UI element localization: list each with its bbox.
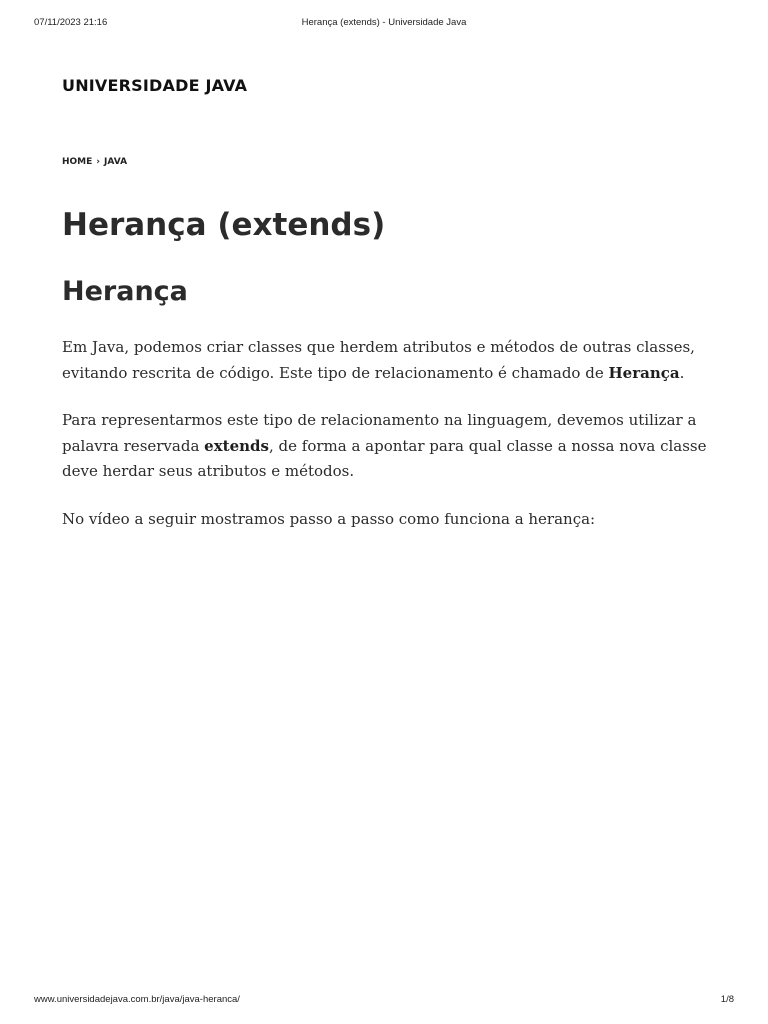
breadcrumb-home-link[interactable]: HOME bbox=[62, 157, 93, 167]
paragraph-video-intro: No vídeo a seguir mostramos passo a passo como funciona a herança: bbox=[62, 510, 596, 528]
breadcrumb bbox=[62, 157, 127, 167]
print-document-title: Herança (extends) - Universidade Java bbox=[301, 17, 467, 28]
print-page-url: www.universidadejava.com.br/java/java-heranca/ bbox=[34, 994, 240, 1005]
print-header bbox=[34, 17, 734, 31]
print-page-number: 1/8 bbox=[720, 994, 734, 1005]
section-heading: Herança bbox=[62, 276, 188, 307]
breadcrumb-separator: › bbox=[96, 157, 101, 167]
page-title: Herança (extends) bbox=[62, 207, 386, 243]
breadcrumb-java-link[interactable]: JAVA bbox=[104, 157, 128, 167]
print-datetime: 07/11/2023 21:16 bbox=[34, 17, 108, 28]
bold-term-heranca: Herança bbox=[608, 363, 680, 382]
site-title-link[interactable]: UNIVERSIDADE JAVA bbox=[62, 76, 248, 95]
paragraph-extends bbox=[62, 408, 722, 485]
paragraph-text: , de forma a apontar para qual classe a nossa nova classe deve herdar seus atributos e métodos. bbox=[62, 436, 707, 480]
paragraph-heranca-intro bbox=[62, 335, 722, 386]
paragraph-text: . bbox=[679, 363, 685, 382]
paragraph-text: Em Java, podemos criar classes que herdem atributos e métodos de outras classes, evitando rescrita de código. Este tipo de relacionamento é chamado de bbox=[62, 338, 695, 382]
bold-term-extends: extends bbox=[204, 436, 269, 455]
print-footer bbox=[34, 994, 734, 1008]
paragraph-text: Para representarmos este tipo de relacionamento na linguagem, devemos utilizar a palavra reservada bbox=[62, 411, 697, 455]
